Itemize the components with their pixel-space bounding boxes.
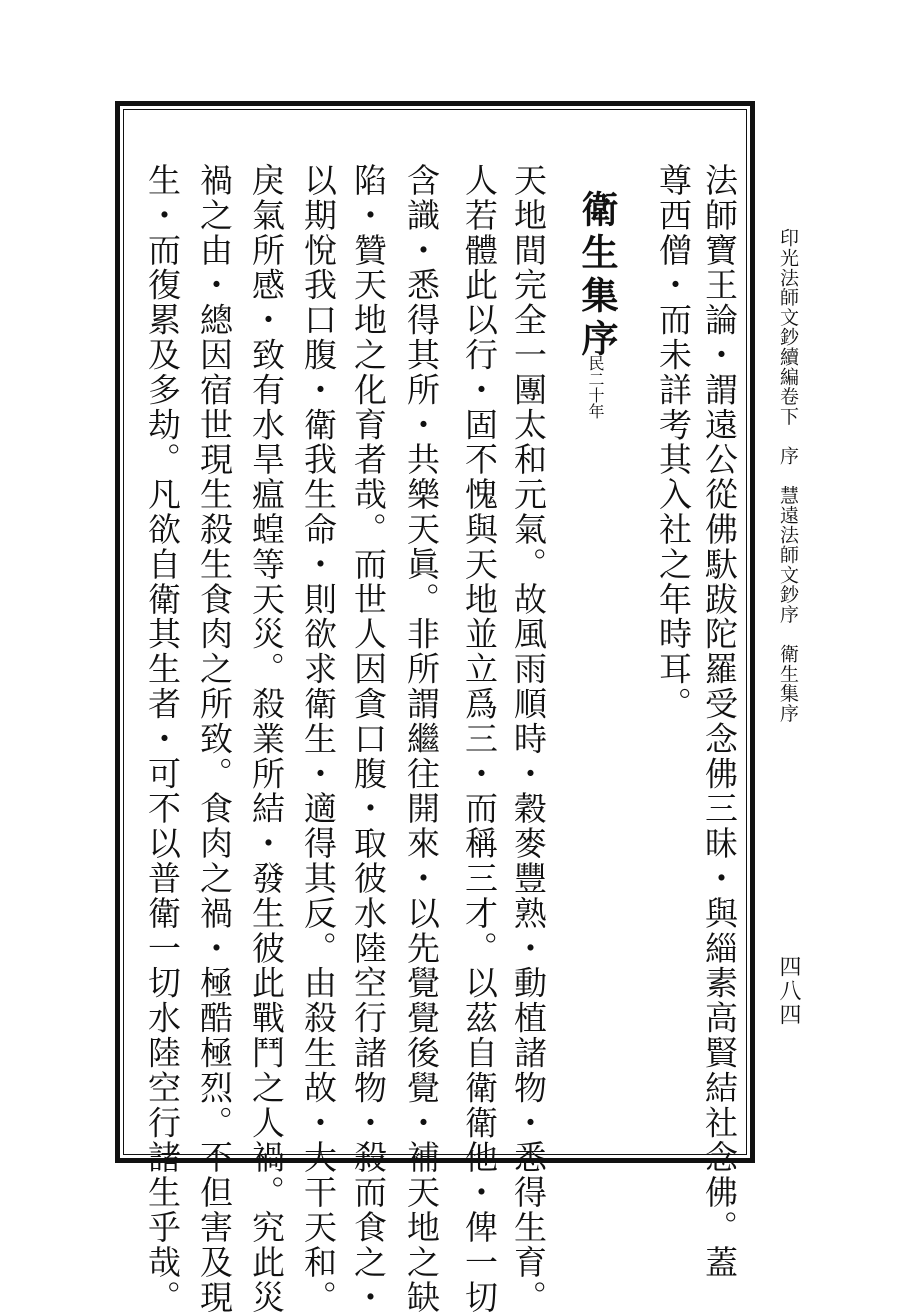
text-column-1: 法師寶王論・謂遠公從佛馱跋陀羅受念佛三昧・與緇素高賢結社念佛。蓋 <box>700 163 739 1280</box>
text-column-8: 戾氣所感・致有水旱瘟蝗等天災。殺業所結・發生彼此戰鬥之人禍。究此災 <box>247 163 286 1315</box>
text-column-5: 含識・悉得其所・共樂天眞。非所謂繼往開來・以先覺覺後覺・補天地之缺 <box>402 163 441 1315</box>
essay-date: 民二十年 <box>586 355 605 419</box>
text-column-10: 生・而復累及多劫。凡欲自衛其生者・可不以普衛一切水陸空行諸生乎哉。 <box>143 163 182 1315</box>
text-column-7: 以期悅我口腹・衛我生命・則欲求衛生・適得其反。由殺生故・大干天和。 <box>299 163 338 1315</box>
text-column-2: 尊西僧・而未詳考其入社之年時耳。 <box>654 163 693 722</box>
text-column-9: 禍之由・總因宿世現生殺生食肉之所致。食肉之禍・極酷極烈。不但害及現 <box>195 163 234 1315</box>
page-number: 四八四 <box>776 955 801 1027</box>
essay-title: 衛生集序 <box>575 190 619 362</box>
text-column-3: 天地間完全一團太和元氣。故風雨順時・穀麥豐熟・動植諸物・悉得生育。 <box>509 163 548 1315</box>
text-column-6: 陷・贊天地之化育者哉。而世人因貪口腹・取彼水陸空行諸物・殺而食之・ <box>349 163 388 1315</box>
text-column-4: 人若體此以行・固不愧與天地並立爲三・而稱三才。以茲自衛衛他・俾一切 <box>460 163 499 1315</box>
running-header: 印光法師文鈔續編卷下 序 慧遠法師文鈔序 衛生集序 <box>777 228 799 723</box>
